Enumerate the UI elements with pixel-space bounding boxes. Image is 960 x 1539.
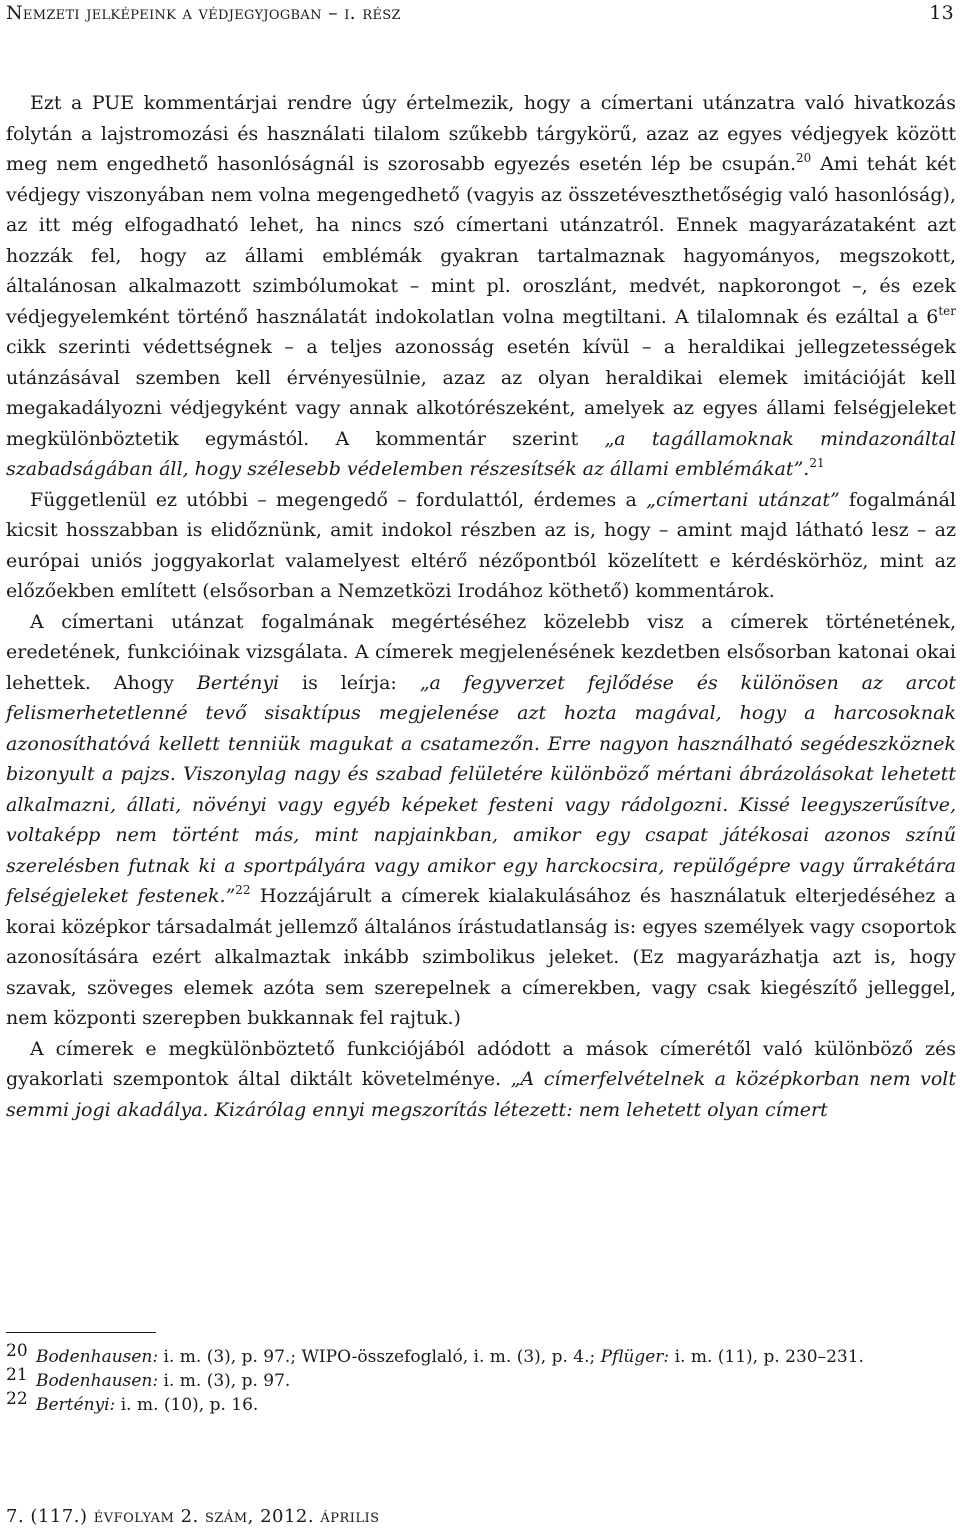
text-run: Függetlenül ez utóbbi – megengedő – fordulattól, érdemes a [30, 488, 647, 511]
text-run: fogalmánál kicsit hosszabban is elidőznünk, amit indokol részben az is, hogy – amint majd látható lesz – az európai uniós joggyakorlat valamelyest eltérő nézőpontból közelített e kérdéskörhöz, mint az előzőekben említett (elsősorban a Nemzetközi Irodához köthető) kommentárok. [6, 488, 956, 602]
italic-text: „címertani utánzat” [646, 488, 840, 511]
footnote-ref: 20 [796, 151, 812, 165]
footnote-number: 21 [6, 1365, 28, 1385]
italic-text: Bodenhausen: [36, 1371, 159, 1391]
footnote-divider [6, 1332, 156, 1333]
running-head [6, 2, 954, 30]
footnote [6, 1365, 956, 1393]
footnote-ref: ter [938, 303, 956, 318]
paragraph [6, 1034, 956, 1126]
italic-text: Pflüger: [600, 1347, 670, 1367]
text-run: i. m. (3), p. 97.; WIPO-összefoglaló, i. m. (3), p. 4.; [158, 1347, 601, 1367]
page-number: 13 [929, 2, 954, 24]
body-text [6, 88, 956, 1125]
footnote-text [36, 1371, 290, 1391]
italic-text: „a tagállamoknak mindazonáltal szabadságában áll, hogy szélesebb védelemben részesítsék az állami emblémákat”. [6, 427, 956, 480]
italic-text: „A címerfelvételnek a középkorban nem volt semmi jogi akadálya. Kizárólag ennyi megszorítás létezett: nem lehetett olyan címert [6, 1068, 956, 1121]
text-run: i. m. (10), p. 16. [115, 1395, 259, 1415]
text-run: is leírja: [279, 671, 420, 694]
text-run: i. m. (3), p. 97. [158, 1371, 291, 1391]
footnote [6, 1341, 956, 1369]
text-run: A címertani utánzat fogalmának megértéséhez közelebb visz a címerek történetének, eredetének, funkcióinak vizsgálata. A címerek megjelenésének kezdetben elsősorban katonai okai lehettek. Ahogy [6, 610, 956, 694]
footnote-text [36, 1347, 864, 1367]
text-run: A címerek e megkülönböztető funkciójából adódott a mások címerétől való különböző zés gyakorlati szempontok által diktált követelménye. [6, 1037, 956, 1090]
italic-text: Bertényi: [36, 1395, 116, 1415]
text-run: cikk szerinti védettségnek – a teljes azonosság esetén kívül – a heraldikai jellegzetességek utánzásával szemben kell érvényesülnie, azaz az olyan heraldikai elemek imitációját kell megakadályozni védjegyként vagy annak alkotórészeként, amelyek az egyes állami felségjeleket megkülönböztetik egymástól. A kommentár szerint [6, 336, 956, 450]
text-run: Hozzájárult a címerek kialakulásához és használatuk elterjedéséhez a korai középkor társadalmát jellemző általános írástudatlanság is: egyes személyek vagy csoportok azonosítására ezért alkalmaztak inkább szimbolikus jeleket. (Ez magyarázhatja azt is, hogy szavak, szöveges elemek azóta sem szerepelnek a címerekben, vagy csak kiegészítő jelleggel, nem központi szerepben bukkannak fel rajtuk.) [6, 885, 956, 1029]
text-run: Ami tehát két védjegy viszonyában nem volna megengedhető (vagyis az összetéveszthetőségig való hasonlóság), az itt még elfogadható lehet, ha nincs szó címertani utánzatról. Ennek magyarázataként azt hozzák fel, hogy az állami emblémák gyakran tartalmaznak hagyományos, megszokott, általánosan alkalmazott szimbólumokat – mint pl. oroszlánt, medvét, napkorongot –, és ezek védjegyelemként történő használatát indokolatlan volna megtiltani. A tilalomnak és ezáltal a 6 [6, 153, 956, 328]
text-run: Ezt a PUE kommentárjai rendre úgy értelmezik, hogy a címertani utánzatra való hivatkozás folytán a lajstromozási és használati tilalom szűkebb tárgykörű, azaz az egyes védjegyek között meg nem engedhető hasonlóságnál is szorosabb egyezés esetén lép be csupán. [6, 92, 956, 175]
paragraph [6, 485, 956, 607]
footnote-ref: 22 [235, 883, 251, 897]
paragraph [6, 88, 956, 485]
footnote-number: 20 [6, 1341, 28, 1361]
italic-text: „a fegyverzet fejlődése és különösen az arcot felismerhetetlenné tevő sisaktípus megjelenése azt hozta magával, hogy a harcosoknak azonosíthatóvá kellett tenniük magukat a csatamezőn. Erre nagyon használható segédeszköznek bizonyult a pajzs. Viszonylag nagy és szabad felületére különböző mértani ábrázolásokat lehetett alkalmazni, állati, növényi vagy egyéb képeket festeni vagy rádolgozni. Kissé leegyszerűsítve, voltaképp nem történt más, mint napjainkban, amikor egy csapat játékosai azonos színű szerelésben futnak ki a sportpályára vagy amikor egy harckocsira, repülőgépre vagy űrrakétára felségjeleket festenek.” [6, 671, 957, 907]
italic-text: Bodenhausen: [36, 1347, 159, 1367]
running-head-title: Nemzeti jelképeink a védjegyjogban – i. rész [6, 2, 401, 24]
text-run: i. m. (11), p. 230–231. [669, 1347, 864, 1367]
italic-text: Bertényi [196, 671, 280, 694]
footnote [6, 1389, 956, 1417]
footnotes [6, 1341, 956, 1417]
footnote-text [36, 1395, 258, 1415]
footnote-ref: 21 [809, 456, 825, 470]
paragraph [6, 607, 956, 1034]
page-footer: 7. (117.) évfolyam 2. szám, 2012. április [6, 1506, 380, 1527]
footnote-number: 22 [6, 1389, 28, 1409]
